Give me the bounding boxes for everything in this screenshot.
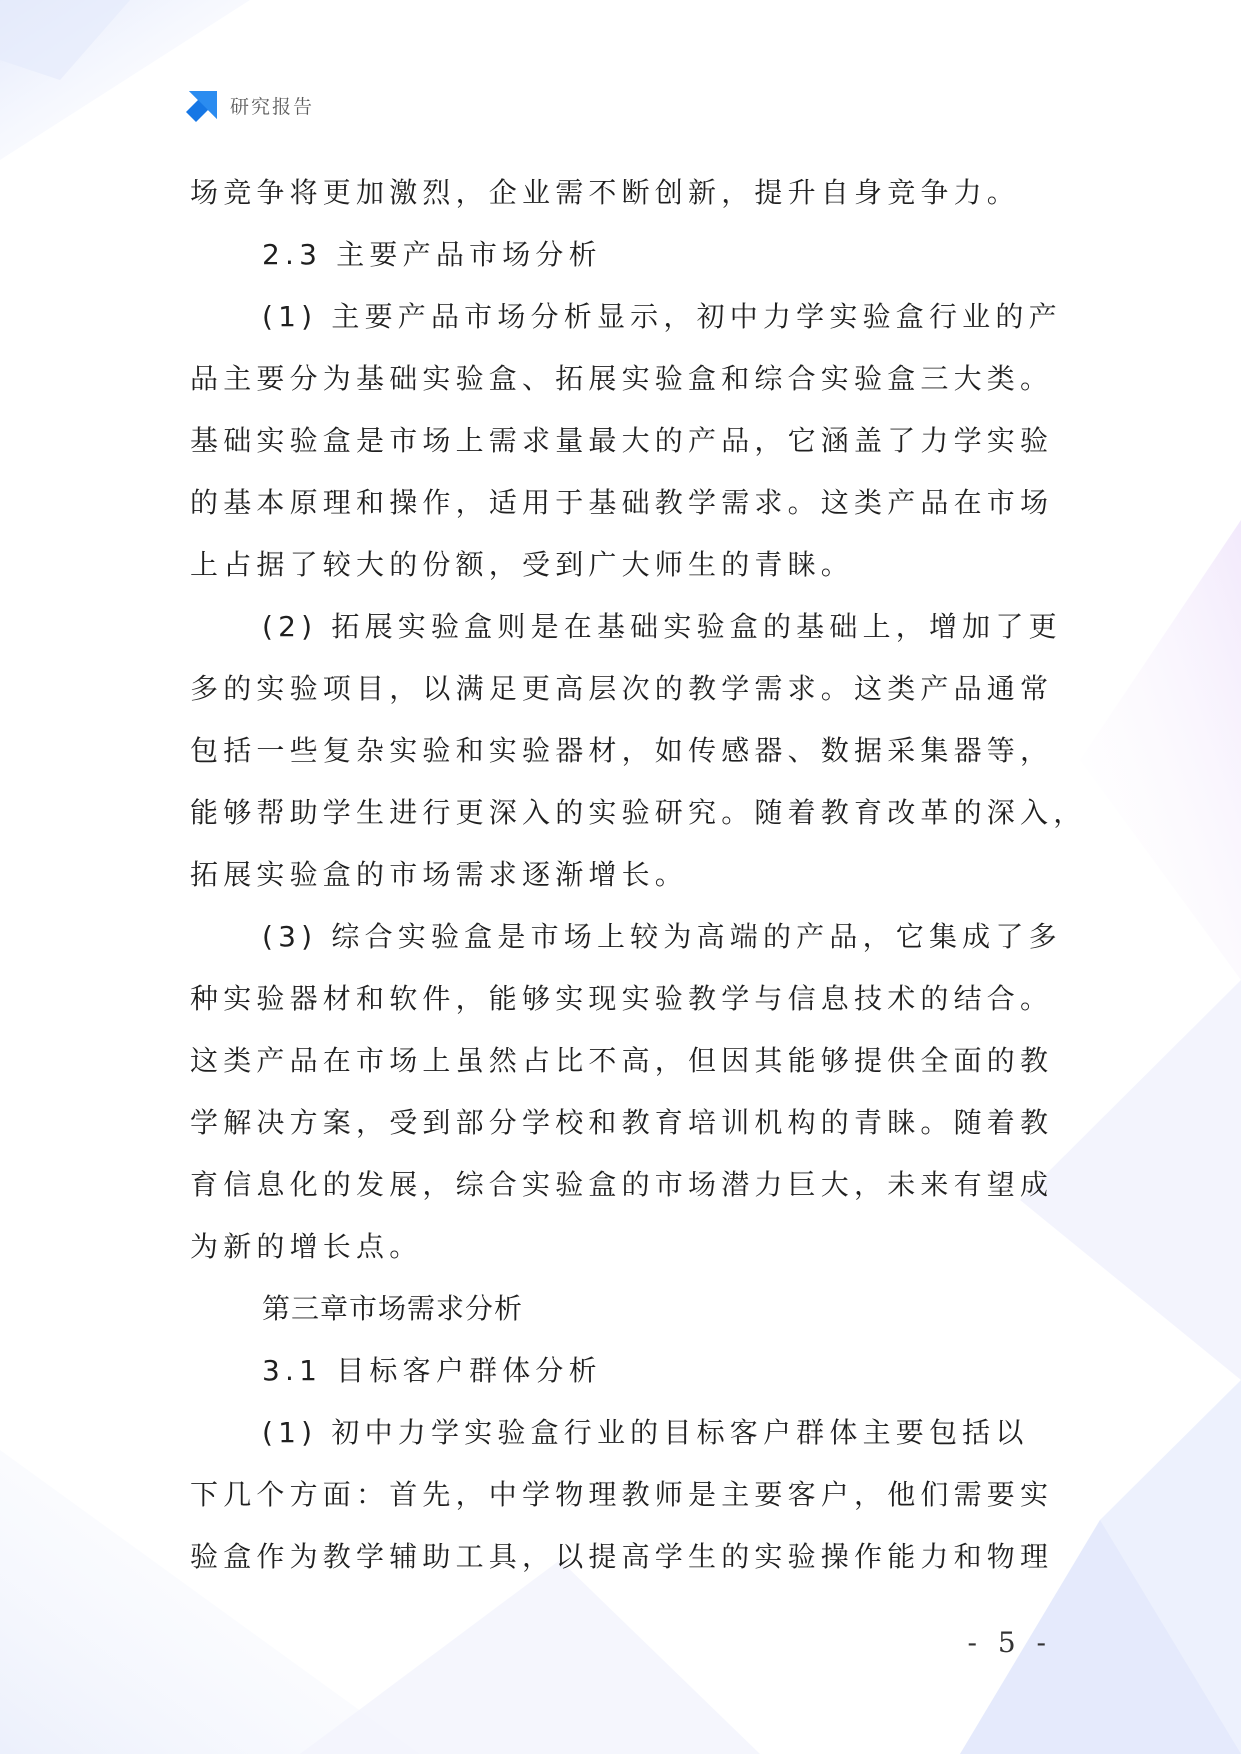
text-line: 场竞争将更加激烈，企业需不断创新，提升自身竞争力。 [190, 176, 1021, 209]
text-line: 下几个方面：首先，中学物理教师是主要客户，他们需要实 [190, 1478, 1054, 1511]
text-line: 为新的增长点。 [190, 1230, 423, 1263]
text-line: 品主要分为基础实验盒、拓展实验盒和综合实验盒三大类。 [190, 362, 1054, 395]
text-line: 验盒作为教学辅助工具，以提高学生的实验操作能力和物理 [190, 1540, 1054, 1573]
text-line: 上占据了较大的份额，受到广大师生的青睐。 [190, 548, 855, 581]
arrow-up-right-icon [186, 88, 220, 122]
text-line: 育信息化的发展，综合实验盒的市场潜力巨大，未来有望成 [190, 1168, 1054, 1201]
text-line: 学解决方案，受到部分学校和教育培训机构的青睐。随着教 [190, 1106, 1054, 1139]
section-heading: 3.1 目标客户群体分析 [262, 1354, 602, 1387]
text-line: 基础实验盒是市场上需求量最大的产品，它涵盖了力学实验 [190, 424, 1054, 457]
text-line: 这类产品在市场上虽然占比不高，但因其能够提供全面的教 [190, 1044, 1054, 1077]
text-line: 拓展实验盒的市场需求逐渐增长。 [190, 858, 689, 891]
text-line: (1) 初中力学实验盒行业的目标客户群体主要包括以 [262, 1416, 1029, 1449]
text-line: (2) 拓展实验盒则是在基础实验盒的基础上，增加了更 [262, 610, 1062, 643]
report-header [186, 88, 314, 122]
document-body [190, 162, 1087, 1588]
text-line: 多的实验项目，以满足更高层次的教学需求。这类产品通常 [190, 672, 1054, 705]
text-line: 种实验器材和软件，能够实现实验教学与信息技术的结合。 [190, 982, 1054, 1015]
text-line: 能够帮助学生进行更深入的实验研究。随着教育改革的深入， [190, 796, 1087, 829]
chapter-title: 第三章市场需求分析 [262, 1292, 524, 1325]
section-heading: 2.3 主要产品市场分析 [262, 238, 602, 271]
header-title: 研究报告 [230, 95, 315, 118]
text-line: (1) 主要产品市场分析显示，初中力学实验盒行业的产 [262, 300, 1062, 333]
text-line: 包括一些复杂实验和实验器材，如传感器、数据采集器等， [190, 734, 1054, 767]
text-line: (3) 综合实验盒是市场上较为高端的产品，它集成了多 [262, 920, 1062, 953]
text-line: 的基本原理和操作，适用于基础教学需求。这类产品在市场 [190, 486, 1054, 519]
page-number: - 5 - [967, 1626, 1052, 1659]
